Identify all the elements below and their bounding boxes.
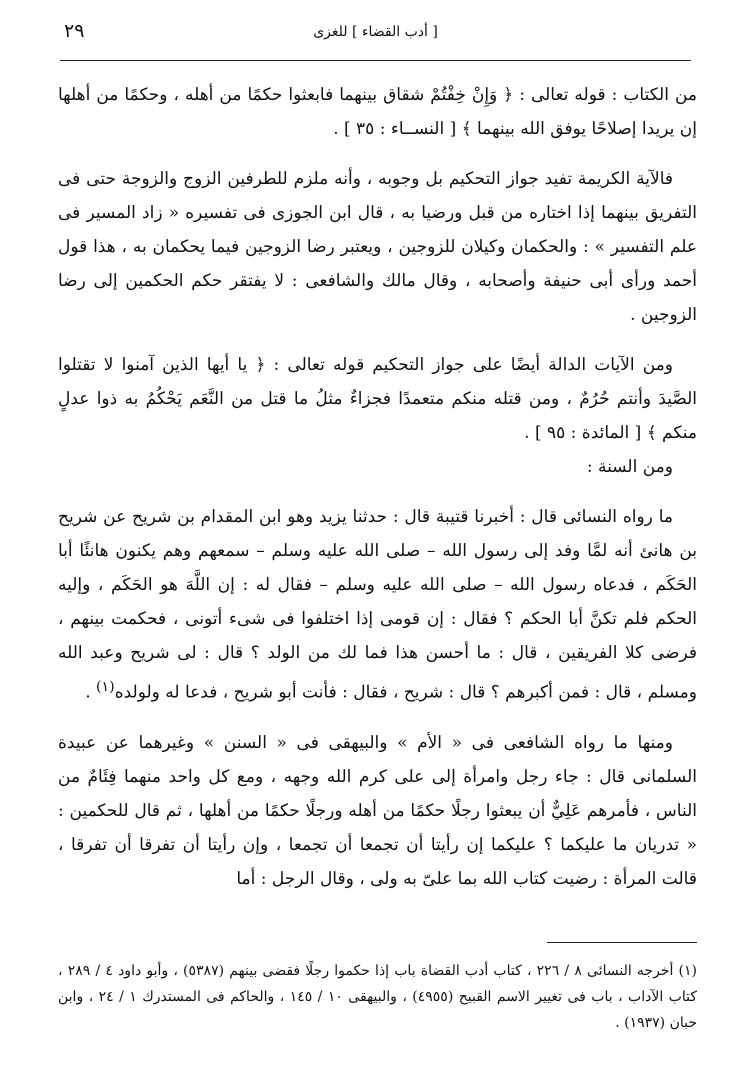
page-number: ٢٩ — [64, 20, 85, 42]
footnotes — [58, 958, 697, 1036]
paragraph-hadith-nasai — [58, 500, 697, 710]
footnote-1: (١) أخرجه النسائى ٨ / ٢٢٦ ، كتاب أدب القضاة باب إذا حكموا رجلًا فقضى بينهم (٥٣٨٧) ، وأبو داود ٤ / ٢٨٩ ، كتاب الآداب ، باب فى تغيير الاسم القبيح (٤٩٥٥) ، والبيهقى ١٠ / ١٤٥ ، والحاكم فى المستدرك ١ / ٢٤ ، وابن حبان (١٩٣٧) . — [58, 963, 697, 1031]
hadith-nasai-end: . — [85, 682, 97, 703]
paragraph-quran-verse-maidah: ومن الآيات الدالة أيضًا على جواز التحكيم قوله تعالى : ﴿ يا أيها الذين آمنوا لا تقتلوا الصَّيدَ وأنتم حُرُمٌ ، ومن قتله منكم متعمدًا فجزاءٌ مثلُ ما قتل من النَّعَم يَحْكُمُ به ذوا عدلٍ منكم ﴾ [ المائدة : ٩٥ ] . — [58, 355, 697, 443]
hadith-nasai-text: ما رواه النسائى قال : أخبرنا قتيبة قال : حدثنا يزيد وهو ابن المقدام بن شريح عن شريح بن هانئ أنه لمَّا وفد إلى رسول الله – صلى الله عليه وسلم – سمعهم وهم يكنون هانئًا أبا الحَكَم ، فدعاه رسول الله – صلى الله عليه وسلم – فقال له : إن اللَّهَ هو الحَكَم ، وإليه الحكم فلم تكنَّ أبا الحكم ؟ فقال : إن قومى إذا اختلفوا فى شىء أتونى ، فحكمت بينهم ، فرضى كلا الفريقين ، قال : ما أحسن هذا فما لك من الولد ؟ قال : لى شريح وعبد الله ومسلم ، قال : فمن أكبرهم ؟ قال : شريح ، فقال : فأنت أبو شريح ، فدعا له ولولده — [58, 507, 697, 703]
main-text — [58, 78, 697, 896]
footnote-divider — [547, 942, 697, 943]
header-divider — [60, 60, 691, 61]
section-heading-sunnah: ومن السنة : — [586, 457, 673, 477]
running-header: [ أدب القضاء ] للغزى — [313, 24, 438, 40]
paragraph-tafsir: فالآية الكريمة تفيد جواز التحكيم بل وجوبه ، وأنه ملزم للطرفين الزوج والزوجة حتى فى التفريق بينهما إذا اختاره من قبل ورضيا به ، قال ابن الجوزى فى تفسيره « زاد المسير فى علم التفسير » : والحكمان وكيلان للزوجين ، ويعتبر رضا الزوجين فيما يحكمان به ، هذا قول أحمد ورأى أبى حنيفة وأصحابه ، وقال مالك والشافعى : لا يفتقر حكم الحكمين إلى رضا الزوجين . — [58, 169, 697, 325]
paragraph-shafii-report: ومنها ما رواه الشافعى فى « الأم » والبيهقى فى « السنن » وغيرهما عن عبيدة السلمانى قال : جاء رجل وامرأة إلى على كرم الله وجهه ، ومع كل واحد منهما فِئَامٌ من الناس ، فأمرهم عَلِيٌّ أن يبعثوا رجلًا حكمًا من أهله ورجلًا حكمًا من أهلها ، ثم قال للحكمين : « تدريان ما عليكما ؟ عليكما إن رأيتا أن تجمعا أن تجمعا ، وإن رأيتا أن تفرقا أن تفرقا ، قالت المرأة : رضيت كتاب الله بما علىّ به ولى ، وقال الرجل : أما — [58, 732, 697, 889]
paragraph-quran-verse-nisa: من الكتاب : قوله تعالى : ﴿ وَإِنْ خِفْتُمْ شقاق بينهما فابعثوا حكمًا من أهله ، وحكمًا من أهلها إن يريدا إصلاحًا يوفق الله بينهما ﴾ [ النســاء : ٣٥ ] . — [58, 85, 697, 139]
footnote-marker: (١) — [96, 679, 115, 695]
